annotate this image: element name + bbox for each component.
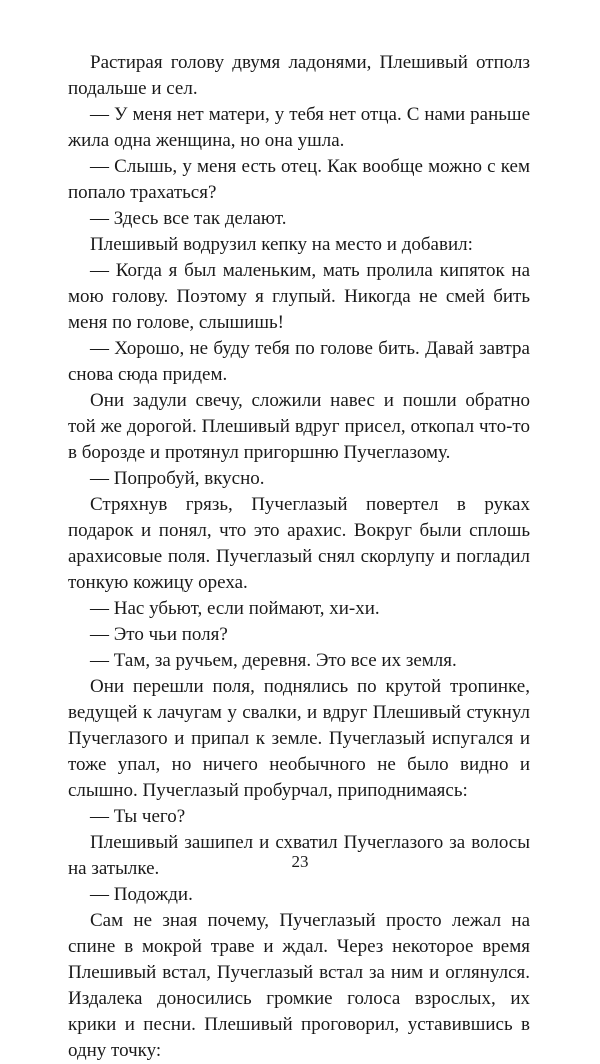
paragraph: — Там, за ручьем, деревня. Это все их земля.	[90, 650, 457, 671]
paragraph: — Подожди.	[90, 884, 193, 905]
page-number: 23	[291, 852, 309, 871]
paragraph: Они перешли поля, поднялись по крутой тропинке, ведущей к лачугам у свалки, и вдруг Плешивый стукнул Пучеглазого и припал к земле. Пучеглазый испугался и тоже упал, но ничего необычного не было видно и слышно. Пучеглазый пробурчал, приподнимаясь:	[68, 676, 530, 801]
paragraph: — Слышь, у меня есть отец. Как вообще можно с кем попало трахаться?	[68, 156, 530, 203]
paragraph: Они задули свечу, сложили навес и пошли обратно той же дорогой. Плешивый вдруг присел, откопал что-то в борозде и протянул пригоршню Пучеглазому.	[68, 390, 530, 463]
paragraph: Стряхнув грязь, Пучеглазый повертел в руках подарок и понял, что это арахис. Вокруг были сплошь арахисовые поля. Пучеглазый снял скорлупу и погладил тонкую кожицу ореха.	[68, 494, 530, 593]
paragraph: Сам не зная почему, Пучеглазый просто лежал на спине в мокрой траве и ждал. Через некоторое время Плешивый встал, Пучеглазый встал за ним и оглянулся. Издалека доносились громкие голоса взрослых, их крики и песни. Плешивый проговорил, уставившись в одну точку:	[68, 910, 530, 1061]
paragraph: — Попробуй, вкусно.	[90, 468, 265, 489]
text-body	[68, 50, 530, 1064]
paragraph: — Когда я был маленьким, мать пролила кипяток на мою голову. Поэтому я глупый. Никогда не смей бить меня по голове, слышишь!	[68, 260, 530, 333]
paragraph: — Здесь все так делают.	[90, 208, 287, 229]
paragraph: Плешивый зашипел и схватил Пучеглазого за волосы на затылке.	[68, 832, 530, 879]
paragraph: — Нас убьют, если поймают, хи-хи.	[90, 598, 380, 619]
paragraph: — Хорошо, не буду тебя по голове бить. Давай завтра снова сюда придем.	[68, 338, 530, 385]
paragraph: — Ты чего?	[90, 806, 186, 827]
paragraph: — У меня нет матери, у тебя нет отца. С нами раньше жила одна женщина, но она ушла.	[68, 104, 530, 151]
paragraph: Плешивый водрузил кепку на место и добавил:	[90, 234, 473, 255]
paragraph: — Это чьи поля?	[90, 624, 228, 645]
paragraph: Растирая голову двумя ладонями, Плешивый отполз подальше и сел.	[68, 52, 530, 99]
